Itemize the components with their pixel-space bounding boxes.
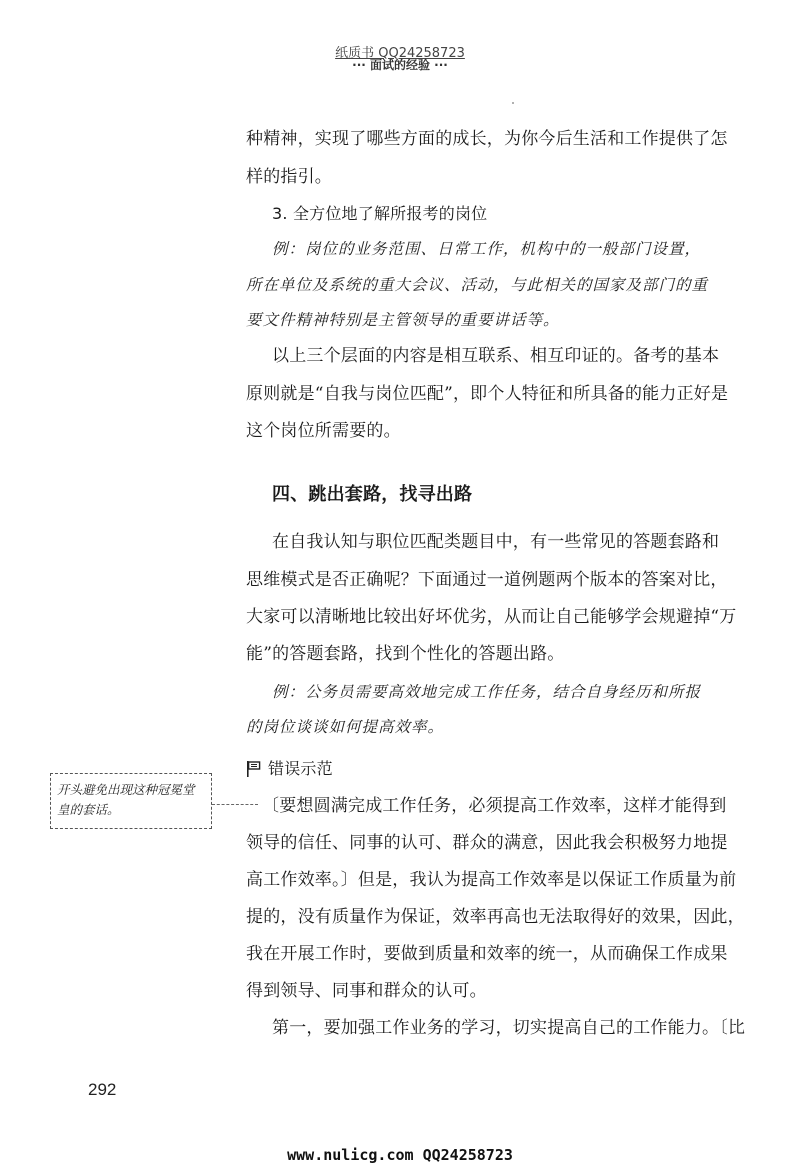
page-number: 292 [88,1080,117,1099]
section-heading: 四、跳出套路，找寻出路 [272,484,473,505]
body-line: 这个岗位所需要的。 [246,421,401,441]
watermark-bottom: www.nulicg.com QQ24258723 [287,1146,513,1164]
example-line: 要文件精神特别是主管领导的重要讲话等。 [246,311,560,329]
body-line: 大家可以清晰地比较出好坏优劣，从而让自己能够学会规避掉“万 [246,607,737,627]
note-leader-line [212,804,258,805]
body-line: 思维模式是否正确呢？下面通过一道例题两个版本的答案对比， [246,570,728,590]
example-line: 例：岗位的业务范围、日常工作，机构中的一般部门设置， [272,240,702,258]
section-subheading: 3. 全方位地了解所报考的岗位 [272,204,488,223]
example-line: 例：公务员需要高效地完成工作任务，结合自身经历和所报 [272,683,702,701]
body-line: 能”的答题套路，找到个性化的答题出路。 [246,644,565,664]
body-line: 我在开展工作时，要做到质量和效率的统一，从而确保工作成果 [246,944,728,964]
example-line: 的岗位谈谈如何提高效率。 [246,718,445,736]
body-line: 得到领导、同事和群众的认可。 [246,981,487,1001]
running-head: ··· 面试的经验 ··· [352,58,448,72]
wrong-example-label: 错误示范 [268,759,333,778]
body-line: 第一，要加强工作业务的学习，切实提高自己的工作能力。〔比 [272,1018,746,1038]
body-line: 高工作效率。〕但是，我认为提高工作效率是以保证工作质量为前 [246,870,737,890]
body-line: 在自我认知与职位匹配类题目中，有一些常见的答题套路和 [272,532,720,552]
body-line: 提的，没有质量作为保证，效率再高也无法取得好的效果，因此， [246,907,745,927]
body-line: 原则就是“自我与岗位匹配”，即个人特征和所具备的能力正好是 [246,384,729,404]
body-line: 样的指引。 [246,167,332,187]
scan-dot [512,102,514,104]
flag-icon [246,760,262,778]
watermark-top: 纸质书 QQ24258723 [335,46,465,61]
body-line: 以上三个层面的内容是相互联系、相互印证的。备考的基本 [272,346,720,366]
example-line: 所在单位及系统的重大会议、活动，与此相关的国家及部门的重 [246,276,709,294]
body-line: 种精神，实现了哪些方面的成长，为你今后生活和工作提供了怎 [246,129,728,149]
margin-note: 开头避免出现这种冠冕堂皇的套话。 [50,773,212,829]
body-line: 领导的信任、同事的认可、群众的满意，因此我会积极努力地提 [246,833,728,853]
body-line: 〔要想圆满完成工作任务，必须提高工作效率，这样才能得到 [262,796,727,816]
